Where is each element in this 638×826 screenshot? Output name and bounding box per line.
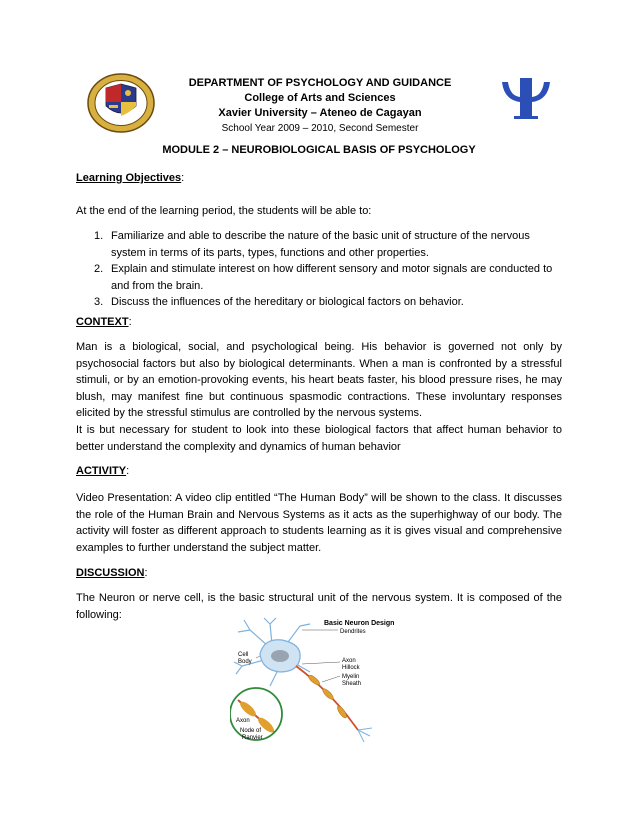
context-paragraph-2: It is but necessary for student to look into these biological factors that affect human behavior to better understand the complexity and dynamics of human behavior [76, 424, 562, 453]
university-title: Xavier University – Ateneo de Cagayan [218, 107, 422, 119]
college-title: College of Arts and Sciences [244, 92, 396, 104]
label-axon: Axon [236, 718, 250, 724]
figure-title: Basic Neuron Design [324, 620, 395, 627]
learning-objectives-heading: Learning Objectives: [76, 172, 185, 184]
label-node-of-ranvier: Node of [240, 728, 262, 734]
psi-logo [498, 72, 554, 122]
label-myelin-sheath: Sheath [342, 681, 362, 687]
label-cell-body: Body [238, 659, 252, 665]
objective-item: 2. Explain and stimulate interest on how different sensory and motor signals are conducted to and from the brain. [94, 263, 553, 292]
discussion-paragraph: The Neuron or nerve cell, is the basic structural unit of the nervous system. It is composed of the following: [76, 592, 562, 621]
school-year: School Year 2009 – 2010, Second Semester [221, 123, 419, 134]
context-paragraph-1: Man is a biological, social, and psychological being. His behavior is governed not only by psychosocial factors but also by biological determinants. When a man is confronted by a stressful stimuli, or by an emotion-provoking events, his heart beats faster, his blood pressure rises, he may blush, may manifest fine but continuous spasmodic contractions. These involuntary responses elicited by the stressful stimulus are controlled by the nervous systems. [76, 341, 562, 419]
label-cell-body: Cell [238, 652, 249, 658]
objective-item: 3. Discuss the influences of the hereditary or biological factors on behavior. [94, 296, 464, 308]
university-seal-logo [86, 72, 156, 134]
discussion-heading: DISCUSSION: [76, 567, 148, 579]
learning-intro: At the end of the learning period, the students will be able to: [76, 205, 372, 217]
label-node-of-ranvier: Ranvier [242, 735, 263, 741]
label-axon-hillock: Axon [342, 658, 356, 664]
basic-neuron-design-figure [230, 616, 402, 746]
label-axon-hillock: Hillock [342, 665, 360, 671]
context-heading: CONTEXT: [76, 316, 132, 328]
activity-heading: ACTIVITY: [76, 465, 130, 477]
nucleus-shape [271, 650, 289, 662]
activity-paragraph: Video Presentation: A video clip entitled “The Human Body” will be shown to the class. It discusses the role of the Human Brain and Nervous Systems as it acts as the superhighway of our body. The activity will foster as different approach to students learning as it is gives visual and comprehensive examples to further understand the subject matter. [76, 492, 562, 554]
department-title: DEPARTMENT OF PSYCHOLOGY AND GUIDANCE [188, 77, 452, 89]
label-dendrites: Dendrites [340, 629, 366, 635]
label-myelin-sheath: Myelin [342, 674, 360, 680]
module-title: MODULE 2 – NEUROBIOLOGICAL BASIS OF PSYCHOLOGY [162, 144, 476, 156]
axon-terminals [358, 728, 372, 742]
objective-item: 1. Familiarize and able to describe the nature of the basic unit of structure of the nervous system in terms of its parts, types, functions and other properties. [94, 230, 530, 259]
